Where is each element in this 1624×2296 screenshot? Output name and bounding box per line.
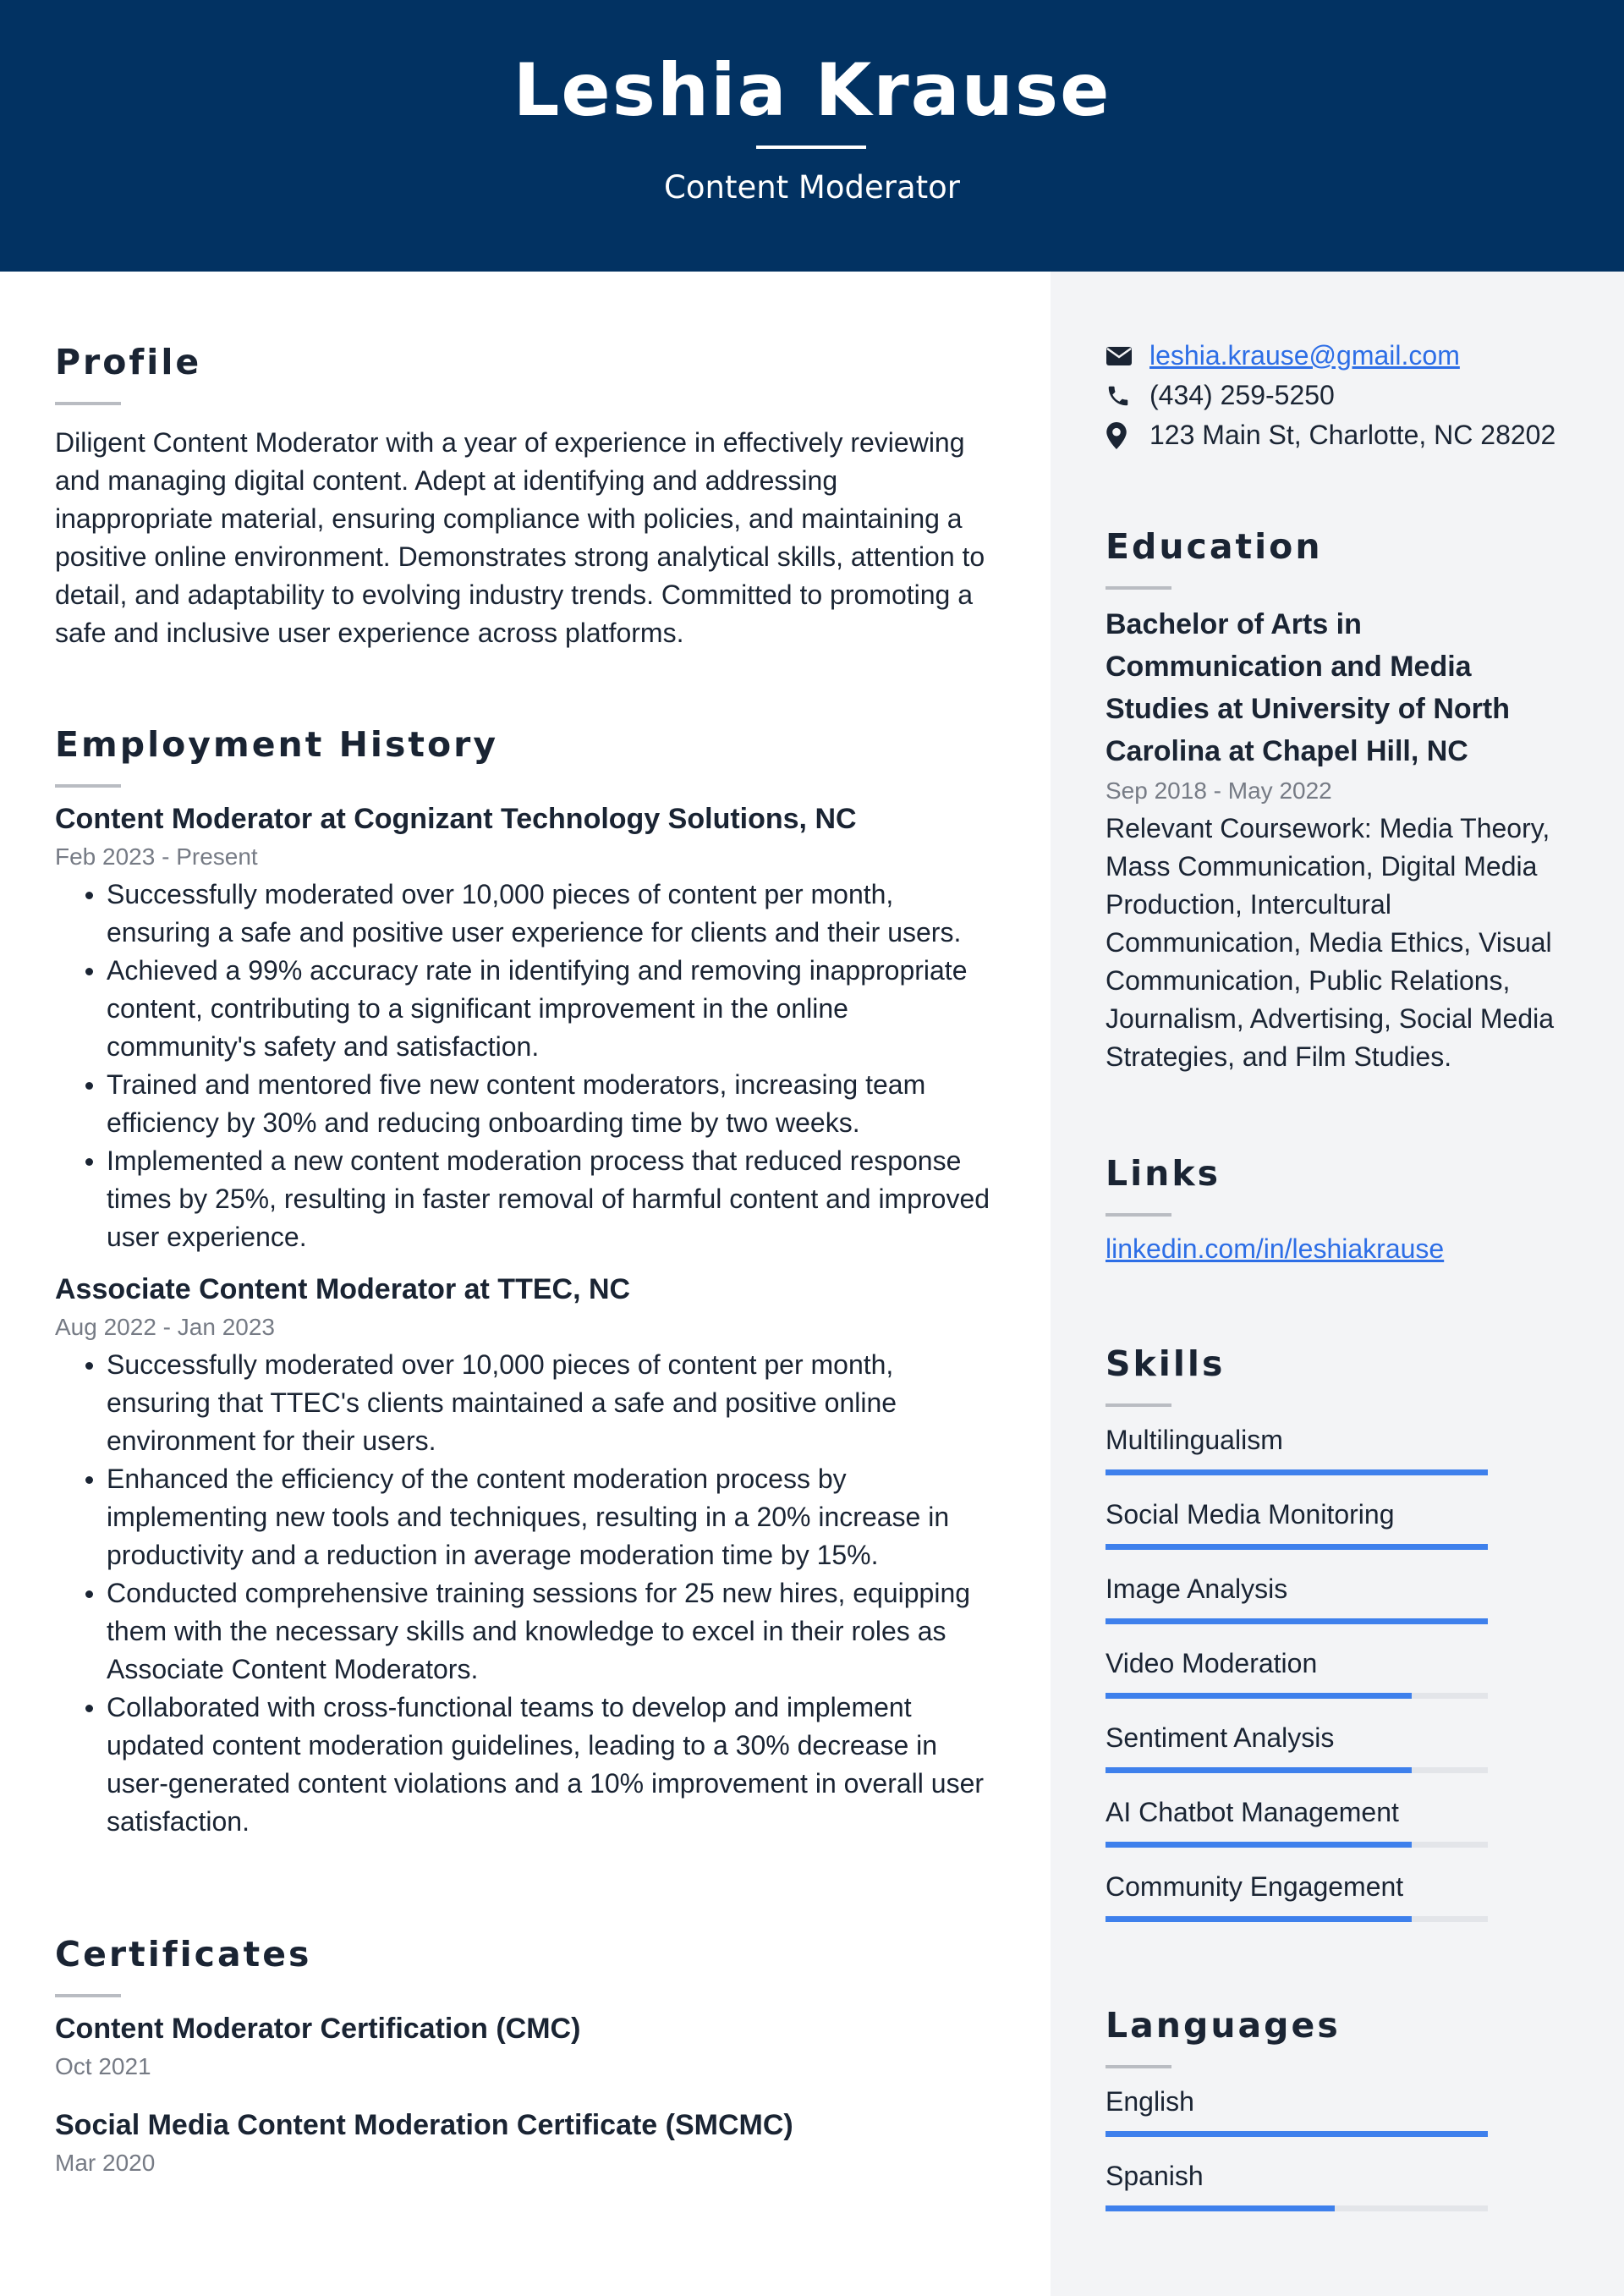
skill-level-track <box>1106 1618 1488 1624</box>
certificates-heading-rule <box>55 1994 121 1997</box>
skill-level-fill <box>1106 1767 1412 1773</box>
certificate-title: Social Media Content Moderation Certificate (SMCMC) <box>55 2109 793 2141</box>
language-level-fill <box>1106 2205 1335 2211</box>
email-link[interactable]: leshia.krause@gmail.com <box>1149 340 1460 371</box>
skills-heading-rule <box>1106 1403 1171 1407</box>
skill-level-track <box>1106 1767 1488 1773</box>
profile-section <box>55 339 994 652</box>
language-level-fill <box>1106 2131 1488 2137</box>
skill-level-track <box>1106 1693 1488 1699</box>
address: 123 Main St, Charlotte, NC 28202 <box>1149 420 1556 450</box>
languages-heading-rule <box>1106 2065 1171 2068</box>
envelope-icon <box>1106 346 1149 366</box>
skill-level-fill <box>1106 1469 1488 1475</box>
skill-level-track <box>1106 1842 1488 1848</box>
list-item: Successfully moderated over 10,000 pieces of content per month, ensuring that TTEC's clients maintained a safe and positive online environment for their users. <box>55 1346 994 1460</box>
skill-level-fill <box>1106 1544 1488 1550</box>
resume-header <box>0 0 1624 272</box>
job-entry-1 <box>55 799 994 1256</box>
languages-section <box>1106 2002 1588 2231</box>
skill-item <box>1106 1569 1588 1624</box>
employment-heading: Employment History <box>55 724 499 765</box>
language-item <box>1106 2082 1588 2137</box>
job-bullets <box>55 1346 994 1841</box>
skill-level-fill <box>1106 1916 1412 1922</box>
certificates-section <box>55 1931 994 2182</box>
education-coursework: Relevant Coursework: Media Theory, Mass Communication, Digital Media Production, Intercultural Communication, Media Ethics, Visual Communication, Public Relations, Journalism, Advertising, Social Media Strategies, and Film Studies. <box>1106 813 1555 1072</box>
list-item: Enhanced the efficiency of the content moderation process by implementing new tools and techniques, resulting in a 20% increase in productivity and a reduction in average moderation time by 15%. <box>55 1460 994 1574</box>
language-label: English <box>1106 2086 1194 2117</box>
skill-label: Multilingualism <box>1106 1425 1283 1455</box>
skills-list <box>1106 1420 1588 1922</box>
skill-level-fill <box>1106 1693 1412 1699</box>
skill-label: AI Chatbot Management <box>1106 1797 1399 1827</box>
language-level-track <box>1106 2131 1488 2137</box>
links-heading-rule <box>1106 1213 1171 1217</box>
contact-email-row <box>1106 336 1588 376</box>
list-item: Trained and mentored five new content moderators, increasing team efficiency by 30% and reducing onboarding time by two weeks. <box>55 1066 994 1142</box>
candidate-name: Leshia Krause <box>513 48 1111 133</box>
links-section <box>1106 1151 1588 1268</box>
list-item: Collaborated with cross-functional teams to develop and implement updated content moderation guidelines, leading to a 30% decrease in user-generated content violations and a 10% improvement in overall user satisfaction. <box>55 1689 994 1841</box>
certificate-title: Content Moderator Certification (CMC) <box>55 2013 581 2045</box>
profile-heading: Profile <box>55 342 202 382</box>
profile-summary: Diligent Content Moderator with a year of experience in effectively reviewing and managing digital content. Adept at identifying and addressing inappropriate material, ensuring compliance with policies, and maintaining a positive online environment. Demonstrates strong analytical skills, attention to detail, and adaptability to evolving industry trends. Committed to promoting a safe and inclusive user experience across platforms. <box>55 427 985 648</box>
employment-section <box>55 722 994 1841</box>
skill-level-track <box>1106 1469 1488 1475</box>
list-item: Conducted comprehensive training sessions for 25 new hires, equipping them with the necessary skills and knowledge to excel in their roles as Associate Content Moderators. <box>55 1574 994 1689</box>
skill-item <box>1106 1718 1588 1773</box>
skill-level-track <box>1106 1544 1488 1550</box>
languages-list <box>1106 2082 1588 2211</box>
skill-label: Image Analysis <box>1106 1574 1288 1604</box>
certificates-heading: Certificates <box>55 1934 312 1975</box>
education-section <box>1106 524 1588 1076</box>
linkedin-link[interactable]: linkedin.com/in/leshiakrause <box>1106 1233 1445 1264</box>
contact-address-row <box>1106 415 1588 455</box>
job-title: Content Moderator at Cognizant Technology Solutions, NC <box>55 803 857 835</box>
skill-level-fill <box>1106 1842 1412 1848</box>
education-heading-rule <box>1106 586 1171 590</box>
language-item <box>1106 2156 1588 2211</box>
certificate-entry <box>55 2009 994 2085</box>
job-dates: Aug 2022 - Jan 2023 <box>55 1314 275 1340</box>
candidate-title: Content Moderator <box>664 169 960 206</box>
skill-label: Sentiment Analysis <box>1106 1722 1335 1753</box>
phone-number: (434) 259-5250 <box>1149 380 1335 410</box>
education-dates: Sep 2018 - May 2022 <box>1106 777 1332 804</box>
skill-label: Community Engagement <box>1106 1871 1404 1902</box>
skill-label: Social Media Monitoring <box>1106 1499 1395 1530</box>
language-label: Spanish <box>1106 2161 1204 2191</box>
language-level-track <box>1106 2205 1488 2211</box>
skill-level-track <box>1106 1916 1488 1922</box>
location-pin-icon <box>1106 422 1149 449</box>
skills-heading: Skills <box>1106 1343 1226 1384</box>
skill-level-fill <box>1106 1618 1488 1624</box>
education-degree: Bachelor of Arts in Communication and Media Studies at University of North Carolina at Chapel Hill, NC <box>1106 608 1510 767</box>
job-bullets <box>55 876 994 1256</box>
skill-item <box>1106 1420 1588 1475</box>
certificate-date: Oct 2021 <box>55 2053 151 2079</box>
skill-item <box>1106 1495 1588 1550</box>
profile-heading-rule <box>55 402 121 405</box>
list-item: Achieved a 99% accuracy rate in identifying and removing inappropriate content, contributing to a significant improvement in the online community's safety and satisfaction. <box>55 952 994 1066</box>
job-dates: Feb 2023 - Present <box>55 843 258 870</box>
languages-heading: Languages <box>1106 2005 1341 2046</box>
skill-label: Video Moderation <box>1106 1648 1318 1678</box>
contact-phone-row <box>1106 376 1588 415</box>
education-heading: Education <box>1106 526 1323 567</box>
skills-section <box>1106 1341 1588 1942</box>
list-item: Implemented a new content moderation process that reduced response times by 25%, resulting in faster removal of harmful content and improved user experience. <box>55 1142 994 1256</box>
job-entry-2 <box>55 1270 994 1841</box>
header-divider <box>756 146 866 149</box>
certificate-entry <box>55 2106 994 2182</box>
phone-icon <box>1106 383 1149 409</box>
list-item: Successfully moderated over 10,000 pieces of content per month, ensuring a safe and positive user experience for clients and their users. <box>55 876 994 952</box>
contact-block <box>1106 336 1588 455</box>
skill-item <box>1106 1644 1588 1699</box>
certificate-date: Mar 2020 <box>55 2150 156 2176</box>
skill-item <box>1106 1867 1588 1922</box>
links-heading: Links <box>1106 1153 1221 1194</box>
employment-heading-rule <box>55 784 121 788</box>
skill-item <box>1106 1793 1588 1848</box>
job-title: Associate Content Moderator at TTEC, NC <box>55 1273 631 1305</box>
